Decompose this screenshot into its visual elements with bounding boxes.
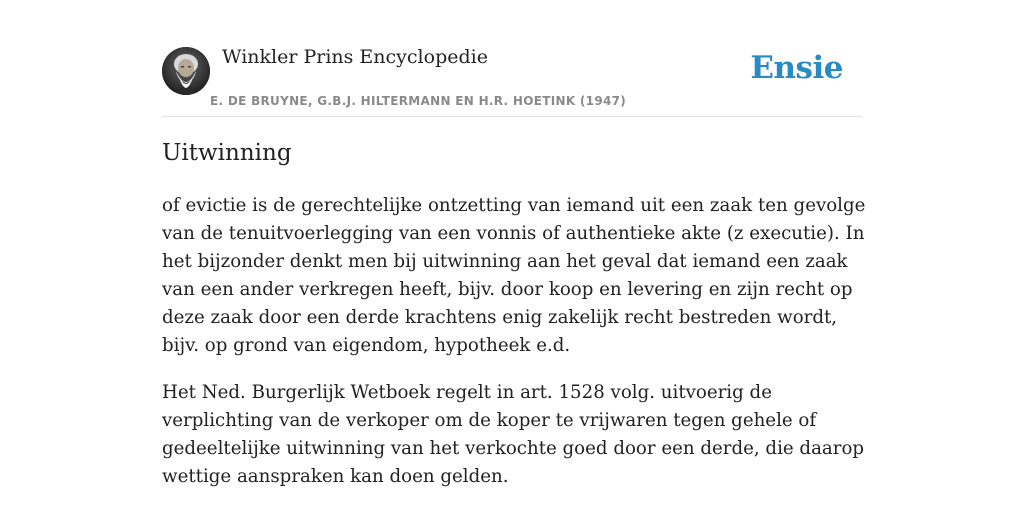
- source-header: [162, 0, 862, 117]
- brand-logo-link[interactable]: Ensie: [750, 50, 843, 86]
- article-paragraph: of evictie is de gerechtelijke ontzetting van iemand uit een zaak ten gevolge van de tenuitvoerlegging van een vonnis of authentieke akte (z executie). In het bijzonder denkt men bij uitwinning aan het geval dat iemand een zaak van een ander verkregen heeft, bijv. door koop en levering en zijn recht op deze zaak door een derde krachtens enig zakelijk recht bestreden wordt, bijv. op grond van eigendom, hypotheek e.d.: [162, 195, 866, 356]
- page: [162, 0, 866, 487]
- portrait-photo-icon: [162, 47, 210, 95]
- author-avatar[interactable]: [162, 47, 210, 95]
- article-title: Uitwinning: [162, 140, 292, 166]
- source-authors: E. DE BRUYNE, G.B.J. HILTERMANN EN H.R. HOETINK (1947): [210, 94, 627, 108]
- source-title-link[interactable]: Winkler Prins Encyclopedie: [222, 46, 488, 68]
- article-body: [162, 192, 866, 510]
- article-paragraph: Het Ned. Burgerlijk Wetboek regelt in art. 1528 volg. uitvoerig de verplichting van de verkoper om de koper te vrijwaren tegen gehele of gedeeltelijke uitwinning van het verkochte goed door een derde, die daarop wettige aanspraken kan doen gelden.: [162, 382, 865, 487]
